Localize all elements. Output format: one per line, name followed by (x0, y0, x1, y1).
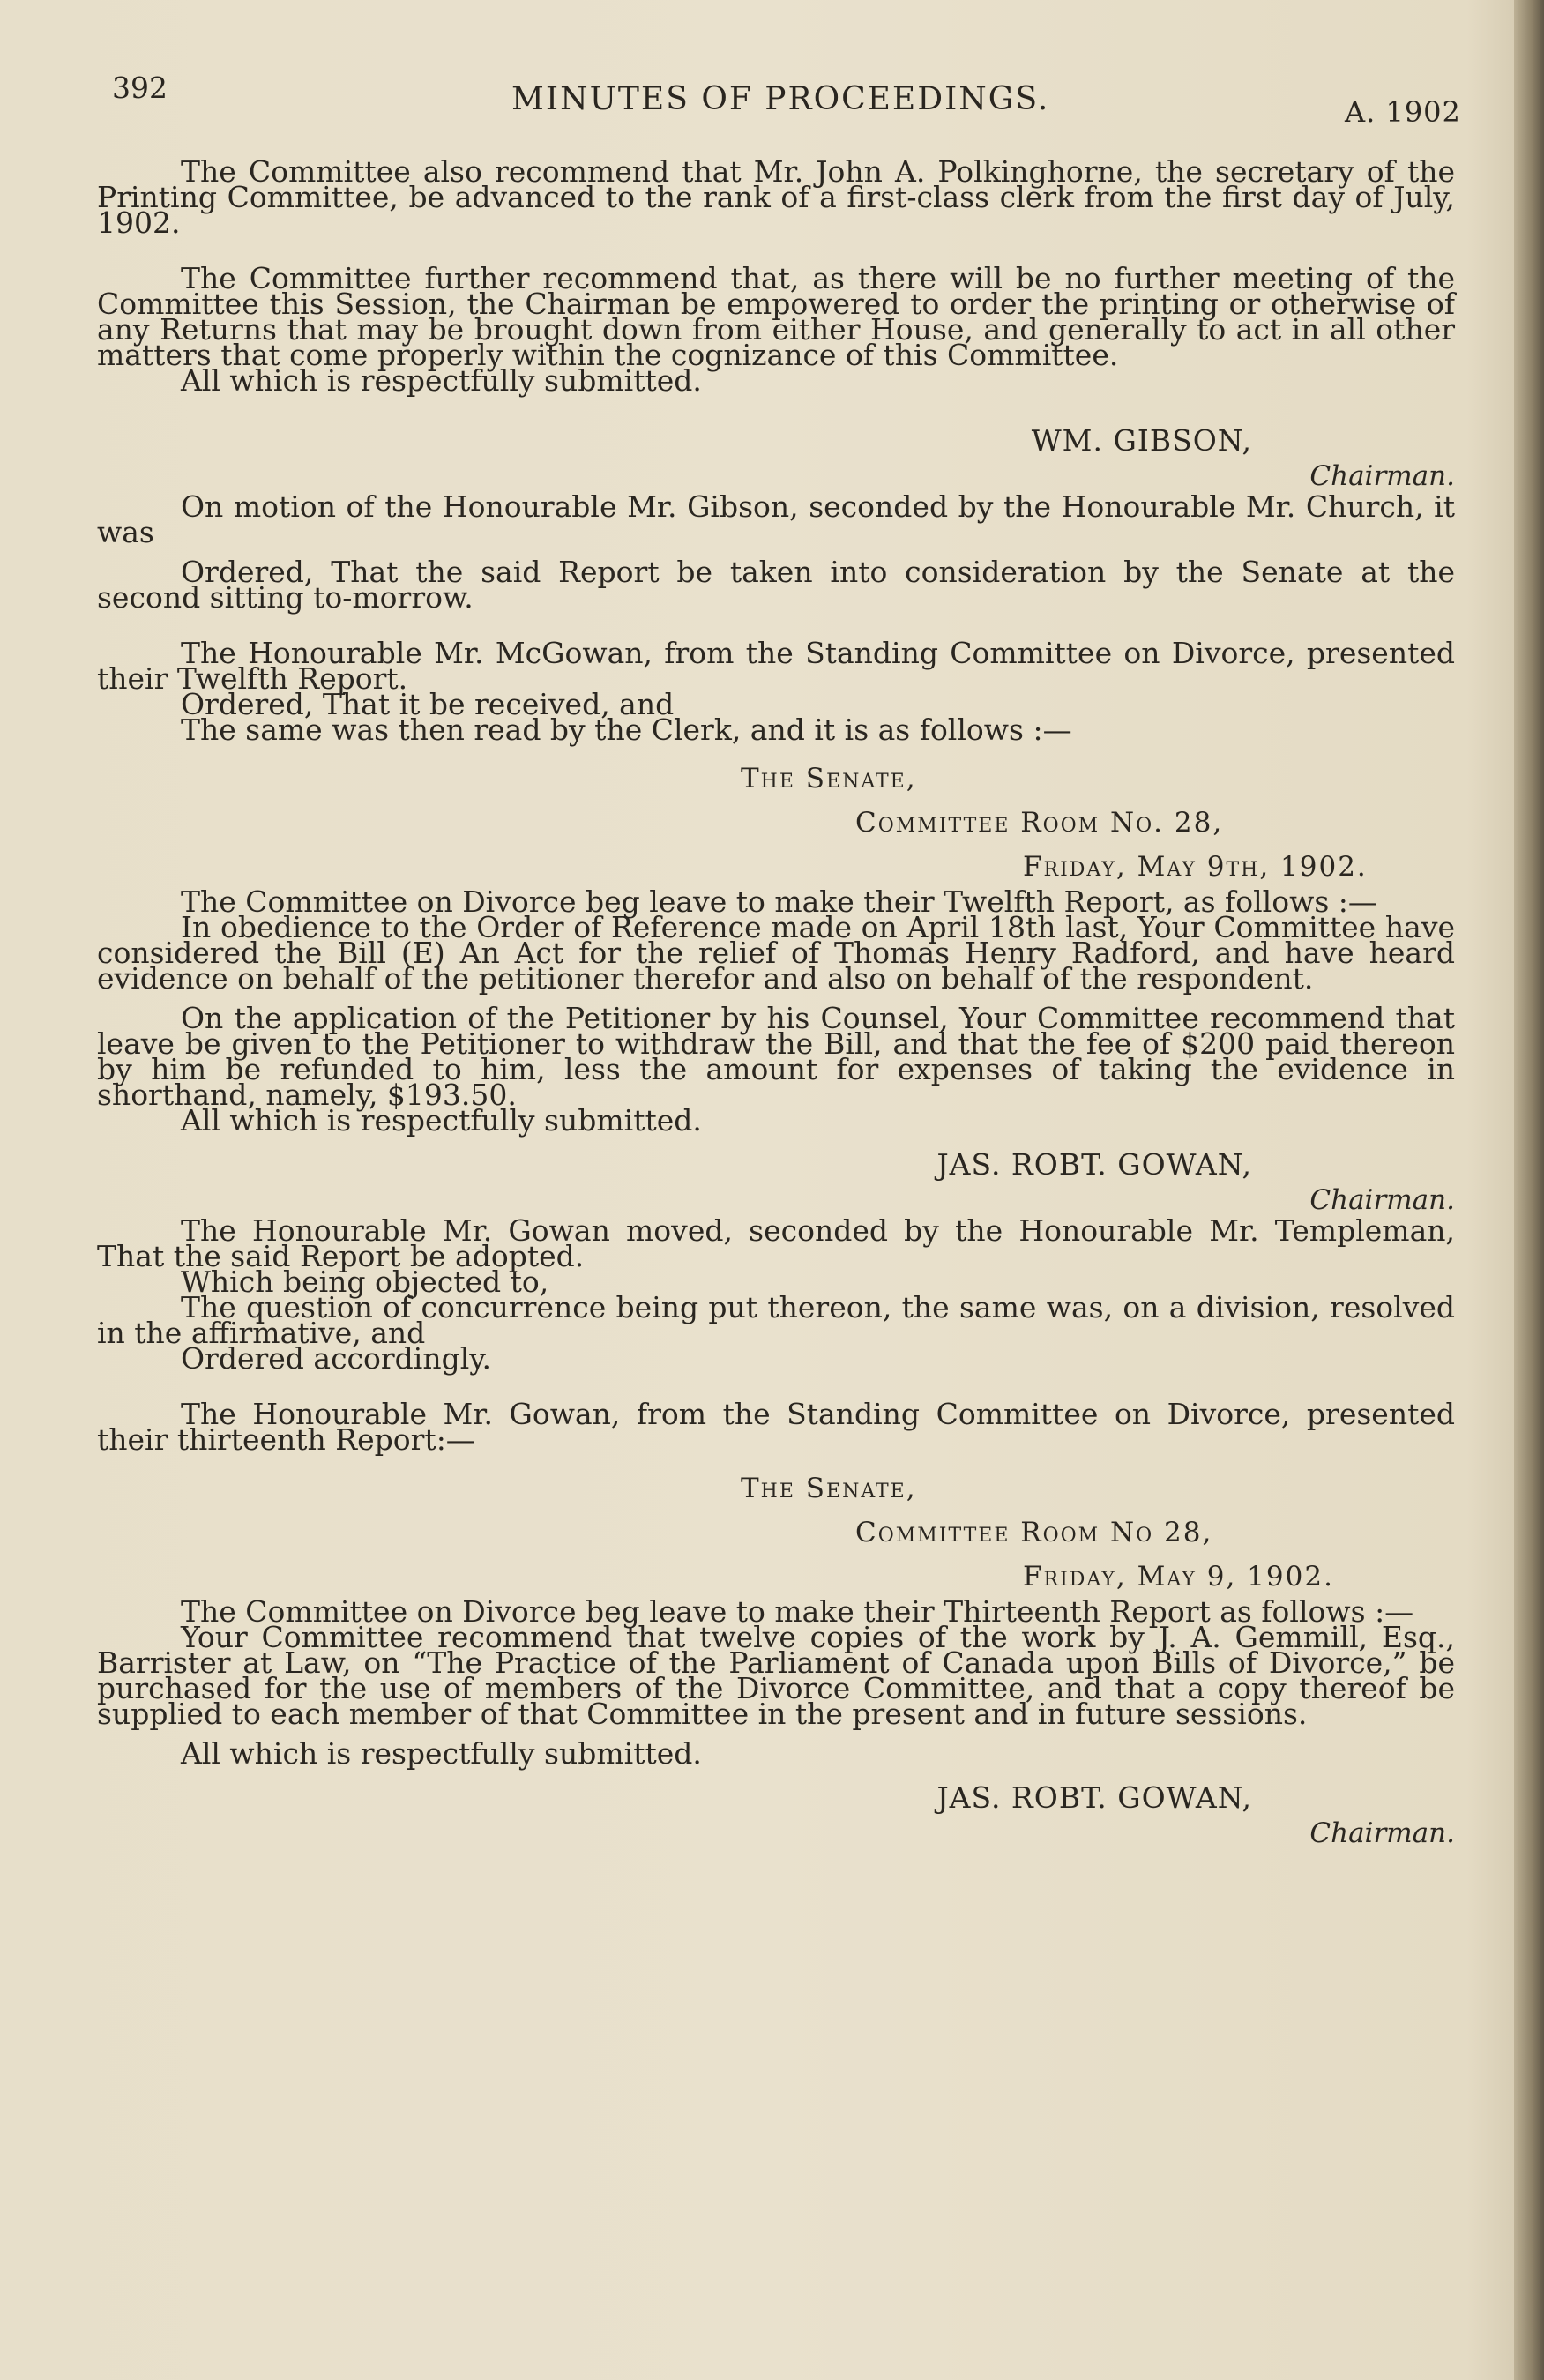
paragraph: Ordered, That the said Report be taken into consideration by the Senate at the second sitting to-morrow. (97, 555, 1455, 615)
address-line: The Senate, (741, 1473, 917, 1504)
paragraph: On the application of the Petitioner by his Counsel, Your Committee recommend that leave be given to the Petitioner to withdraw the Bill, and that the fee of $200 paid thereon by him be refunded to him, less the amount for expenses of taking the evidence in shorthand, namely, $193.50. (97, 1001, 1455, 1112)
paragraph: The Committee on Divorce beg leave to make their Thirteenth Report as follows :— (181, 1594, 1414, 1629)
page-body (97, 154, 1455, 1851)
signatory-title: Chairman. (1309, 460, 1455, 492)
paragraph: The Honourable Mr. Gowan moved, seconded by the Honourable Mr. Templeman, That the said Report be adopted. (97, 1213, 1455, 1273)
submission-line: All which is respectfully submitted. (181, 363, 702, 398)
signatory-name: JAS. ROBT. GOWAN, (936, 1147, 1252, 1182)
paragraph: Ordered, That it be received, and (181, 687, 675, 721)
paragraph: The Committee further recommend that, as there will be no further meeting of the Committee this Session, the Chairman be empowered to order the printing or otherwise of any Returns that may be brought down from either House, and generally to act in all other matters that come properly within the cognizance of this Committee. (97, 261, 1455, 372)
submission-line: All which is respectfully submitted. (181, 1103, 702, 1138)
page-number: 392 (112, 71, 168, 105)
page-header (0, 71, 1544, 132)
signatory-name: WM. GIBSON, (1031, 423, 1252, 458)
submission-line: All which is respectfully submitted. (181, 1736, 702, 1771)
address-line: The Senate, (741, 763, 917, 795)
paragraph: In obedience to the Order of Reference made on April 18th last, Your Committee have considered the Bill (E) An Act for the relief of Thomas Henry Radford, and have heard evidence on behalf of the petitioner therefor and also on behalf of the respondent. (97, 910, 1455, 996)
paragraph: The Committee also recommend that Mr. John A. Polkinghorne, the secretary of the Printing Committee, be advanced to the rank of a first-class clerk from the first day of July, 1902. (97, 154, 1455, 240)
paragraph: The same was then read by the Clerk, and it is as follows :— (181, 713, 1072, 747)
paragraph: The Honourable Mr. Gowan, from the Standing Committee on Divorce, presented their thirteenth Report:— (97, 1397, 1455, 1457)
session-year: A. 1902 (1345, 95, 1461, 129)
paragraph: On motion of the Honourable Mr. Gibson, seconded by the Honourable Mr. Church, it was (97, 489, 1455, 549)
paragraph: The Committee on Divorce beg leave to make their Twelfth Report, as follows :— (181, 884, 1377, 919)
date-line: Friday, May 9th, 1902. (1023, 851, 1368, 883)
address-line: Committee Room No 28, (855, 1517, 1213, 1548)
signatory-title: Chairman. (1309, 1817, 1455, 1849)
paragraph: The Honourable Mr. McGowan, from the Standing Committee on Divorce, presented their Twelfth Report. (97, 636, 1455, 696)
signatory-title: Chairman. (1309, 1184, 1455, 1216)
paragraph: The question of concurrence being put thereon, the same was, on a division, resolved in the affirmative, and (97, 1290, 1455, 1350)
paragraph: Which being objected to, (181, 1265, 549, 1299)
date-line: Friday, May 9, 1902. (1023, 1561, 1334, 1593)
running-title: MINUTES OF PROCEEDINGS. (511, 81, 1050, 117)
signatory-name: JAS. ROBT. GOWAN, (936, 1780, 1252, 1815)
book-spine (1514, 0, 1544, 2380)
paragraph: Ordered accordingly. (181, 1341, 492, 1376)
address-line: Committee Room No. 28, (855, 807, 1224, 839)
paragraph: Your Committee recommend that twelve copies of the work by J. A. Gemmill, Esq., Barrister at Law, on “The Practice of the Parliament of Canada upon Bills of Divorce,” be purchased for the use of members of the Divorce Committee, and that a copy thereof be supplied to each member of that Committee in the present and in future sessions. (97, 1620, 1455, 1731)
